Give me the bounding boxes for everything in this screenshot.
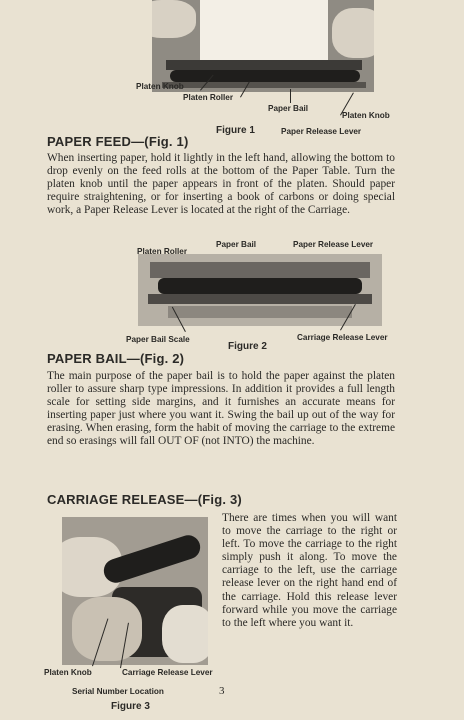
carriage-release-body: There are times when you will want to move the carriage to the right or left. To move the carriage to the right simply push it along. To move the carriage to the left, use the carriage release lever on the right hand end of the carriage. Hold this release lever forward while you move the carriage to the left where you want it. [222, 512, 397, 629]
fig3-label-platen-knob: Platen Knob [44, 668, 92, 677]
fig1-label-platen-roller: Platen Roller [183, 93, 234, 102]
paper-feed-body: When inserting paper, hold it lightly in the left hand, allowing the bottom to drop evenly on the feed rolls at the bottom of the Paper Table. Turn the platen knob until the paper appears in front of the platen. Should paper require straightening, or for inserting a book of carbons or doing special work, a Paper Release Lever is located at the right of the Carriage. [47, 152, 395, 217]
paper-bail-body: The main purpose of the paper bail is to hold the paper against the platen roller to assure sharp type impressions. In addition it provides a full length scale for setting side margins, and it furnishes an accurate means for inserting paper just where you want it. Swing the bail up out of the way for erasing. When erasing, form the habit of moving the carriage to the extreme end so erasings will fall OUT OF (not INTO) the machine. [47, 370, 395, 448]
fig2-label-paper-bail: Paper Bail [216, 240, 257, 249]
fig1-label-platen-knob-left: Platen Knob [136, 82, 184, 91]
figure-2-caption: Figure 2 [228, 341, 267, 352]
fig1-label-platen-knob-right: Platen Knob [342, 111, 390, 120]
figure-3-photo [62, 517, 208, 665]
fig2-label-paper-release-lever: Paper Release Lever [293, 240, 374, 249]
fig2-label-carriage-release-lever: Carriage Release Lever [297, 333, 388, 342]
paper-bail-heading: PAPER BAIL—(Fig. 2) [47, 351, 185, 366]
figure-2-photo [138, 254, 382, 326]
fig1-label-paper-bail: Paper Bail [268, 104, 309, 113]
fig1-label-paper-release-lever: Paper Release Lever [281, 127, 362, 136]
fig3-label-carriage-release-lever: Carriage Release Lever [122, 668, 213, 677]
carriage-release-heading: CARRIAGE RELEASE—(Fig. 3) [47, 492, 242, 507]
fig3-label-serial-number-location: Serial Number Location [72, 687, 164, 696]
leader-line [290, 89, 291, 103]
paper-feed-heading: PAPER FEED—(Fig. 1) [47, 134, 189, 149]
fig2-label-paper-bail-scale: Paper Bail Scale [126, 335, 190, 344]
page-number: 3 [219, 685, 225, 697]
figure-1-caption: Figure 1 [216, 125, 255, 136]
figure-1-photo [152, 0, 374, 92]
figure-3-caption: Figure 3 [111, 701, 150, 712]
fig2-label-platen-roller: Platen Roller [137, 247, 188, 256]
